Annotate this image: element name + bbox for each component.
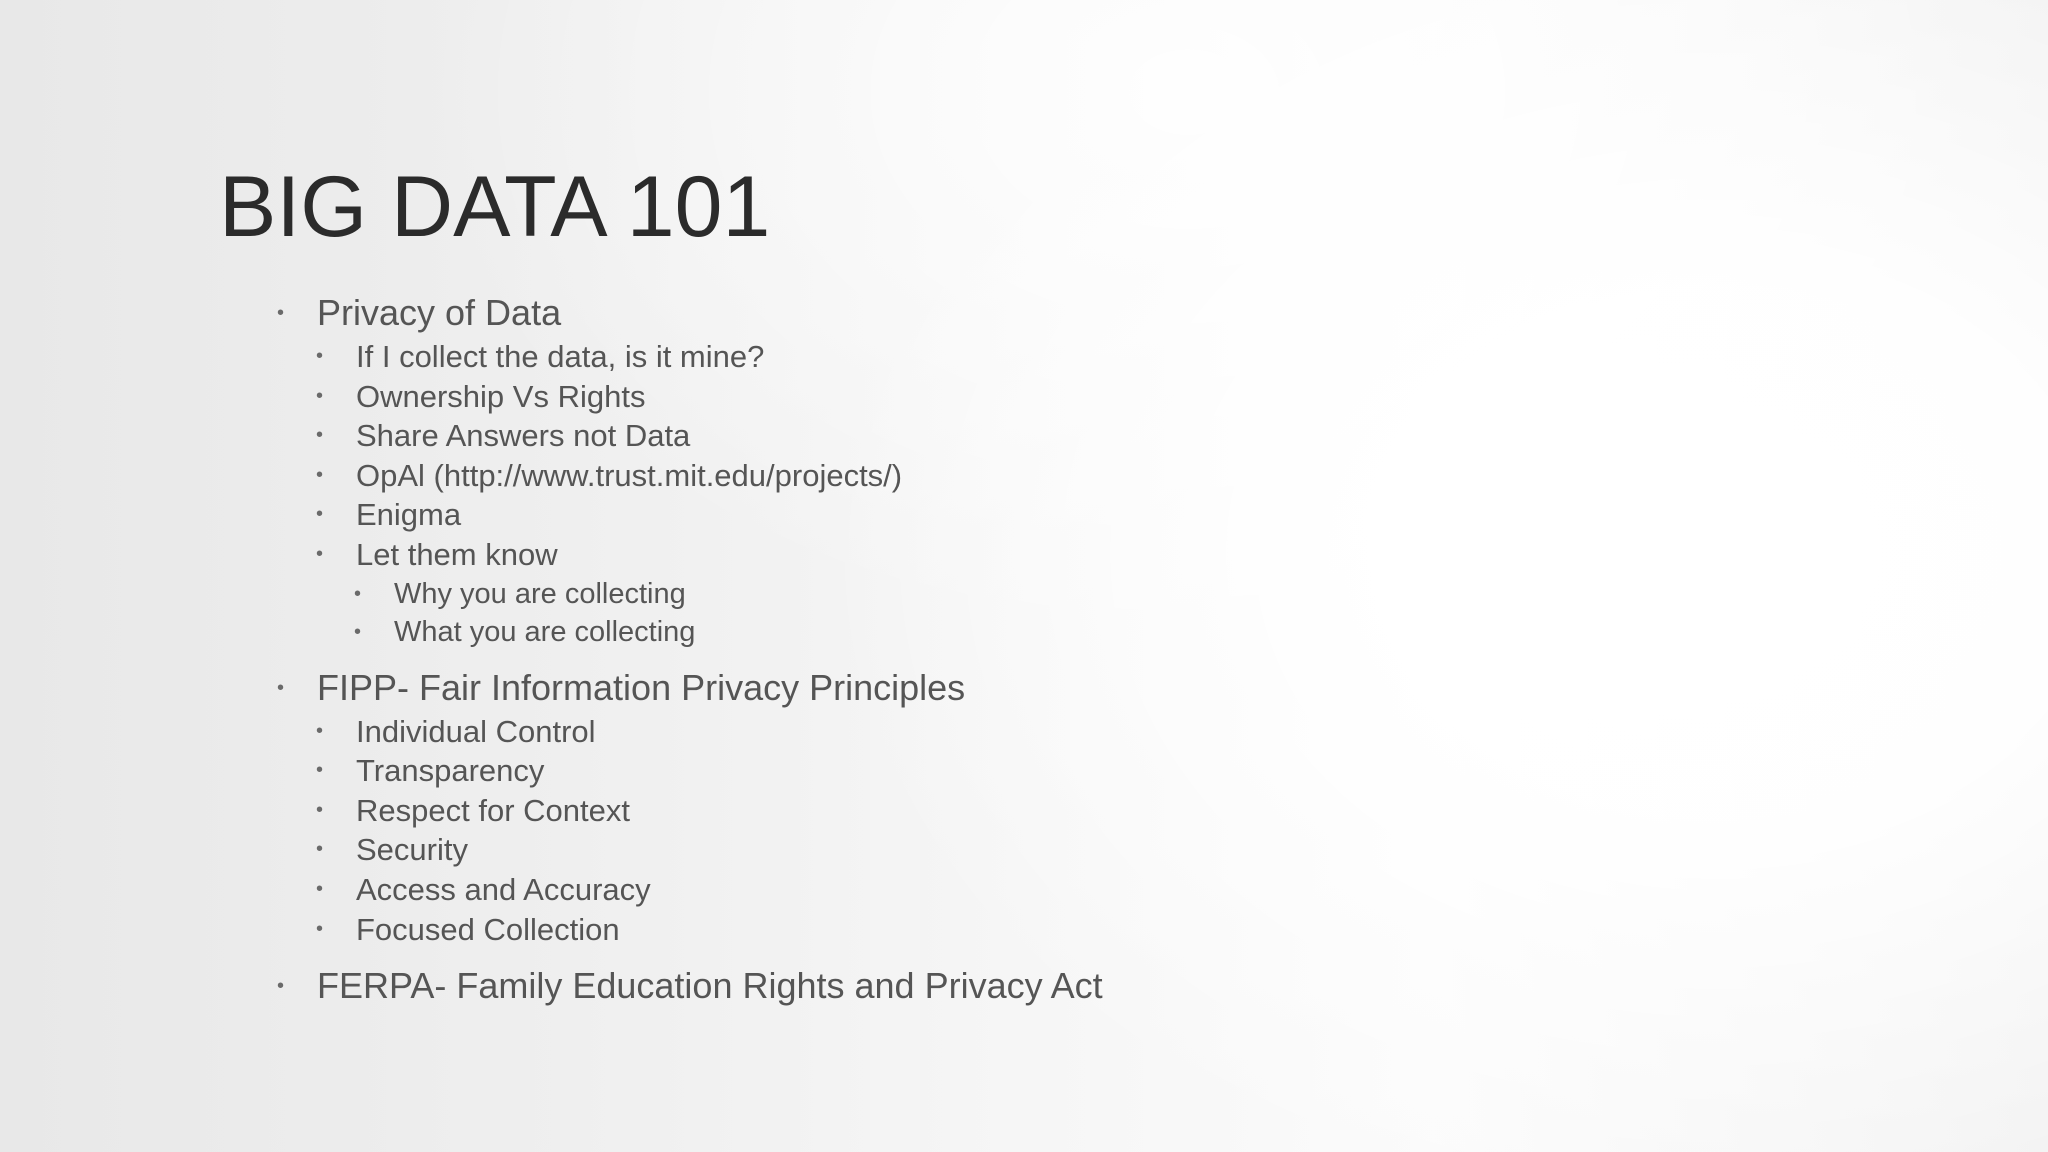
bullet-text: OpAl (http://www.trust.mit.edu/projects/) <box>356 457 903 493</box>
subbullet-respect-for-context <box>276 791 1676 831</box>
bullet-marker: • <box>316 838 324 861</box>
bullet-text: Access and Accuracy <box>356 871 651 907</box>
bullet-text: Let them know <box>356 536 558 572</box>
subbullet-security <box>276 830 1676 870</box>
bullet-text: Transparency <box>356 753 545 789</box>
subbullet-enigma <box>276 495 1676 535</box>
bullet-marker: • <box>277 676 285 699</box>
subbullet-opal-link <box>276 456 1676 496</box>
bullet-marker: • <box>316 424 324 447</box>
slide-title: BIG DATA 101 <box>219 159 771 255</box>
subbullet-transparency <box>276 751 1676 791</box>
subbullet-focused-collection <box>276 910 1676 950</box>
bullet-text: Respect for Context <box>356 792 630 828</box>
subbullet-let-them-know <box>276 535 1676 575</box>
bullet-ferpa <box>276 962 1676 1010</box>
subbullet-individual-control <box>276 712 1676 752</box>
bullet-text: If I collect the data, is it mine? <box>356 339 765 374</box>
bullet-marker: • <box>316 759 324 782</box>
subbullet-share-answers <box>276 416 1676 456</box>
bullet-text: Why you are collecting <box>394 577 686 610</box>
bullet-marker: • <box>316 798 324 821</box>
bullet-marker: • <box>316 877 324 900</box>
bullet-marker: • <box>316 384 324 407</box>
bullet-marker: • <box>316 719 324 742</box>
bullet-text: Privacy of Data <box>317 292 562 333</box>
bullet-marker: • <box>354 620 362 643</box>
bullet-text: Individual Control <box>356 713 596 749</box>
bullet-marker: • <box>277 975 285 998</box>
subbullet-collect-data <box>276 337 1676 377</box>
bullet-marker: • <box>316 503 324 526</box>
bullet-text: Focused Collection <box>356 911 620 947</box>
subsubbullet-why-collecting <box>276 575 1676 613</box>
bullet-marker: • <box>316 542 324 565</box>
bullet-text: Ownership Vs Rights <box>356 378 646 414</box>
slide-content <box>276 289 1676 1010</box>
bullet-marker: • <box>316 917 324 940</box>
subbullet-access-and-accuracy <box>276 870 1676 910</box>
subsubbullet-what-collecting <box>276 613 1676 651</box>
bullet-marker: • <box>277 302 285 324</box>
bullet-text: What you are collecting <box>394 615 696 648</box>
bullet-marker: • <box>316 463 324 486</box>
bullet-text: Share Answers not Data <box>356 418 691 454</box>
bullet-text: Enigma <box>356 497 462 533</box>
bullet-marker: • <box>316 345 324 367</box>
subbullet-ownership-vs-rights <box>276 377 1676 417</box>
bullet-privacy-of-data <box>276 289 1676 337</box>
bullet-marker: • <box>354 582 362 605</box>
bullet-text: FIPP- Fair Information Privacy Principles <box>317 666 966 708</box>
bullet-text: Security <box>356 832 468 868</box>
bullet-text: FERPA- Family Education Rights and Privacy Act <box>317 965 1103 1007</box>
bullet-fipp <box>276 664 1676 712</box>
